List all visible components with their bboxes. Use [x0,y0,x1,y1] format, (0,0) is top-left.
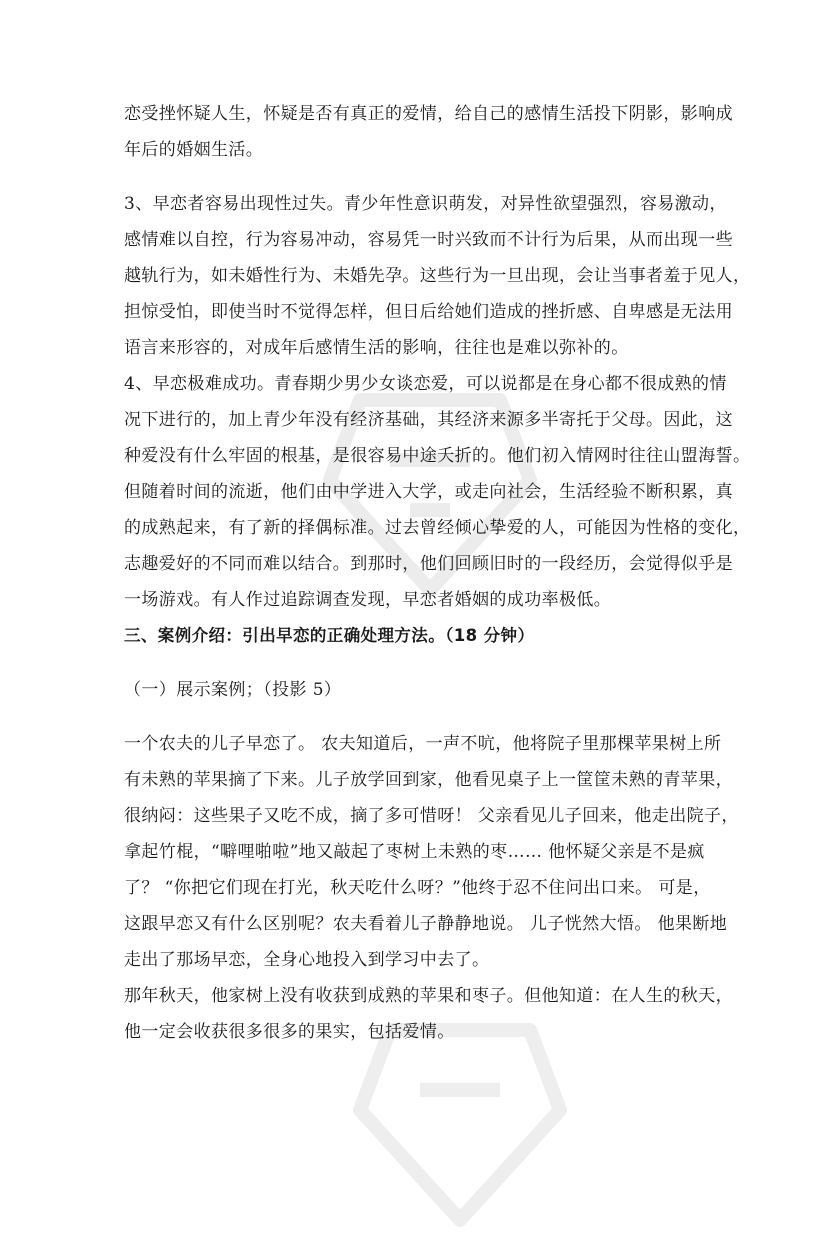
section-heading [124,618,720,654]
text-line: 感情难以自控，行为容易冲动，容易凭一时兴致而不计行为后果，从而出现一些 [124,230,733,250]
text-line: 了？ “你把它们现在打光，秋天吃什么呀？”他终于忍不住问出口来。 可是， [124,878,711,898]
text-line: 恋受挫怀疑人生，怀疑是否有真正的爱情，给自己的感情生活投下阴影，影响成 [124,104,733,124]
text-line: 但随着时间的流逝，他们由中学进入大学，或走向社会，生活经验不断积累，真 [124,482,733,502]
section-heading-text: 三、案例介绍：引出早恋的正确处理方法。（18 分钟） [124,626,535,645]
text-line: 况下进行的，加上青少年没有经济基础，其经济来源多半寄托于父母。因此，这 [124,410,733,430]
text-line: 种爱没有什么牢固的根基，是很容易中途夭折的。他们初入情网时往往山盟海誓。 [124,446,751,466]
subsection-title [124,672,720,708]
text-line: 很纳闷：这些果子又吃不成，摘了多可惜呀！ 父亲看见儿子回来，他走出院子， [124,806,739,826]
text-line: 拿起竹棍，“噼哩啪啦”地又敲起了枣树上未熟的枣…… 他怀疑父亲是不是疯 [124,842,705,862]
text-line: 年后的婚姻生活。 [124,140,264,160]
paragraph-point-4 [124,366,751,618]
text-line: 这跟早恋又有什么区别呢？农夫看着儿子静静地说。 儿子恍然大悟。 他果断地 [124,914,728,934]
paragraph-point-3 [124,186,751,366]
text-line: 走出了那场早恋，全身心地投入到学习中去了。 [124,950,490,970]
text-line: 越轨行为，如未婚性行为、未婚先孕。这些行为一旦出现，会让当事者羞于见人， [124,266,751,286]
text-line: 一个农夫的儿子早恋了。 农夫知道后，一声不吭，他将院子里那棵苹果树上所 [124,734,722,754]
text-line: 一场游戏。有人作过追踪调查发现，早恋者婚姻的成功率极低。 [124,590,612,610]
text-line: 3、早恋者容易出现性过失。青少年性意识萌发，对异性欲望强烈，容易激动， [124,194,727,214]
paragraph-ending [124,978,733,1050]
paragraph-story [124,726,739,978]
text-line: 有未熟的苹果摘了下来。儿子放学回到家，他看见桌子上一筐筐未熟的青苹果， [124,770,733,790]
text-line: 4、早恋极难成功。青春期少男少女谈恋爱，可以说都是在身心都不很成熟的情 [124,374,727,394]
text-line: 的成熟起来，有了新的择偶标准。过去曾经倾心挚爱的人，可能因为性格的变化， [124,518,751,538]
text-line: 他一定会收获很多很多的果实，包括爱情。 [124,1022,455,1042]
subsection-title-text: （一）展示案例；（投影 5） [124,680,342,700]
text-line: 那年秋天，他家树上没有收获到成熟的苹果和枣子。但他知道：在人生的秋天， [124,986,733,1006]
paragraph-intro [124,96,733,168]
text-line: 语言来形容的，对成年后感情生活的影响，往往也是难以弥补的。 [124,338,629,358]
text-line: 担惊受怕，即使当时不觉得怎样，但日后给她们造成的挫折感、自卑感是无法用 [124,302,733,322]
text-line: 志趣爱好的不同而难以结合。到那时，他们回顾旧时的一段经历，会觉得似乎是 [124,554,733,574]
